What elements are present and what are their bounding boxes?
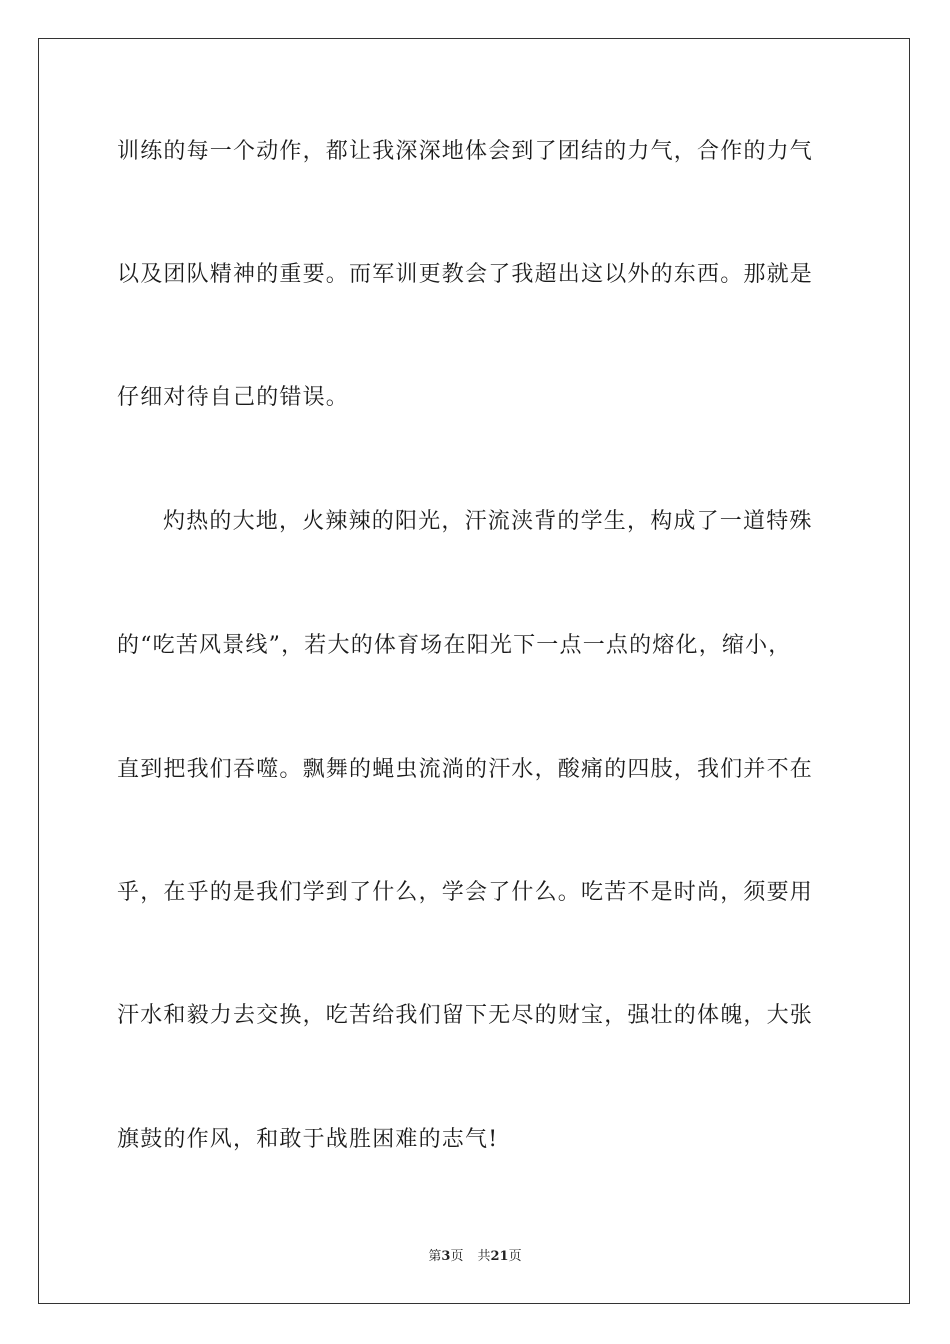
total-page-count: 21 xyxy=(490,1249,509,1264)
page-border xyxy=(38,38,910,1304)
page-prefix: 第 xyxy=(428,1249,442,1264)
total-suffix: 页 xyxy=(508,1249,522,1264)
current-page-number: 3 xyxy=(441,1249,451,1264)
body-text-line: 的“吃苦风景线”，若大的体育场在阳光下一点一点的熔化，缩小， xyxy=(117,633,792,658)
paragraph-first-line: 灼热的大地，火辣辣的阳光，汗流浃背的学生，构成了一道特殊 xyxy=(163,509,813,534)
page-footer xyxy=(0,1248,950,1266)
total-prefix: 共 xyxy=(477,1249,491,1264)
body-text-line: 汗水和毅力去交换，吃苦给我们留下无尽的财宝，强壮的体魄，大张 xyxy=(117,1003,814,1028)
body-text-line: 旗鼓的作风，和敢于战胜困难的志气! xyxy=(117,1127,499,1152)
body-text-line: 仔细对待自己的错误。 xyxy=(117,385,350,410)
body-text-line: 训练的每一个动作，都让我深深地体会到了团结的力气，合作的力气 xyxy=(117,139,814,164)
body-text-line: 直到把我们吞噬。飘舞的蝇虫流淌的汗水，酸痛的四肢，我们并不在 xyxy=(117,757,814,782)
body-text-line: 乎，在乎的是我们学到了什么，学会了什么。吃苦不是时尚，须要用 xyxy=(117,880,814,905)
page-suffix: 页 xyxy=(450,1249,464,1264)
body-text-line: 以及团队精神的重要。而军训更教会了我超出这以外的东西。那就是 xyxy=(117,262,814,287)
